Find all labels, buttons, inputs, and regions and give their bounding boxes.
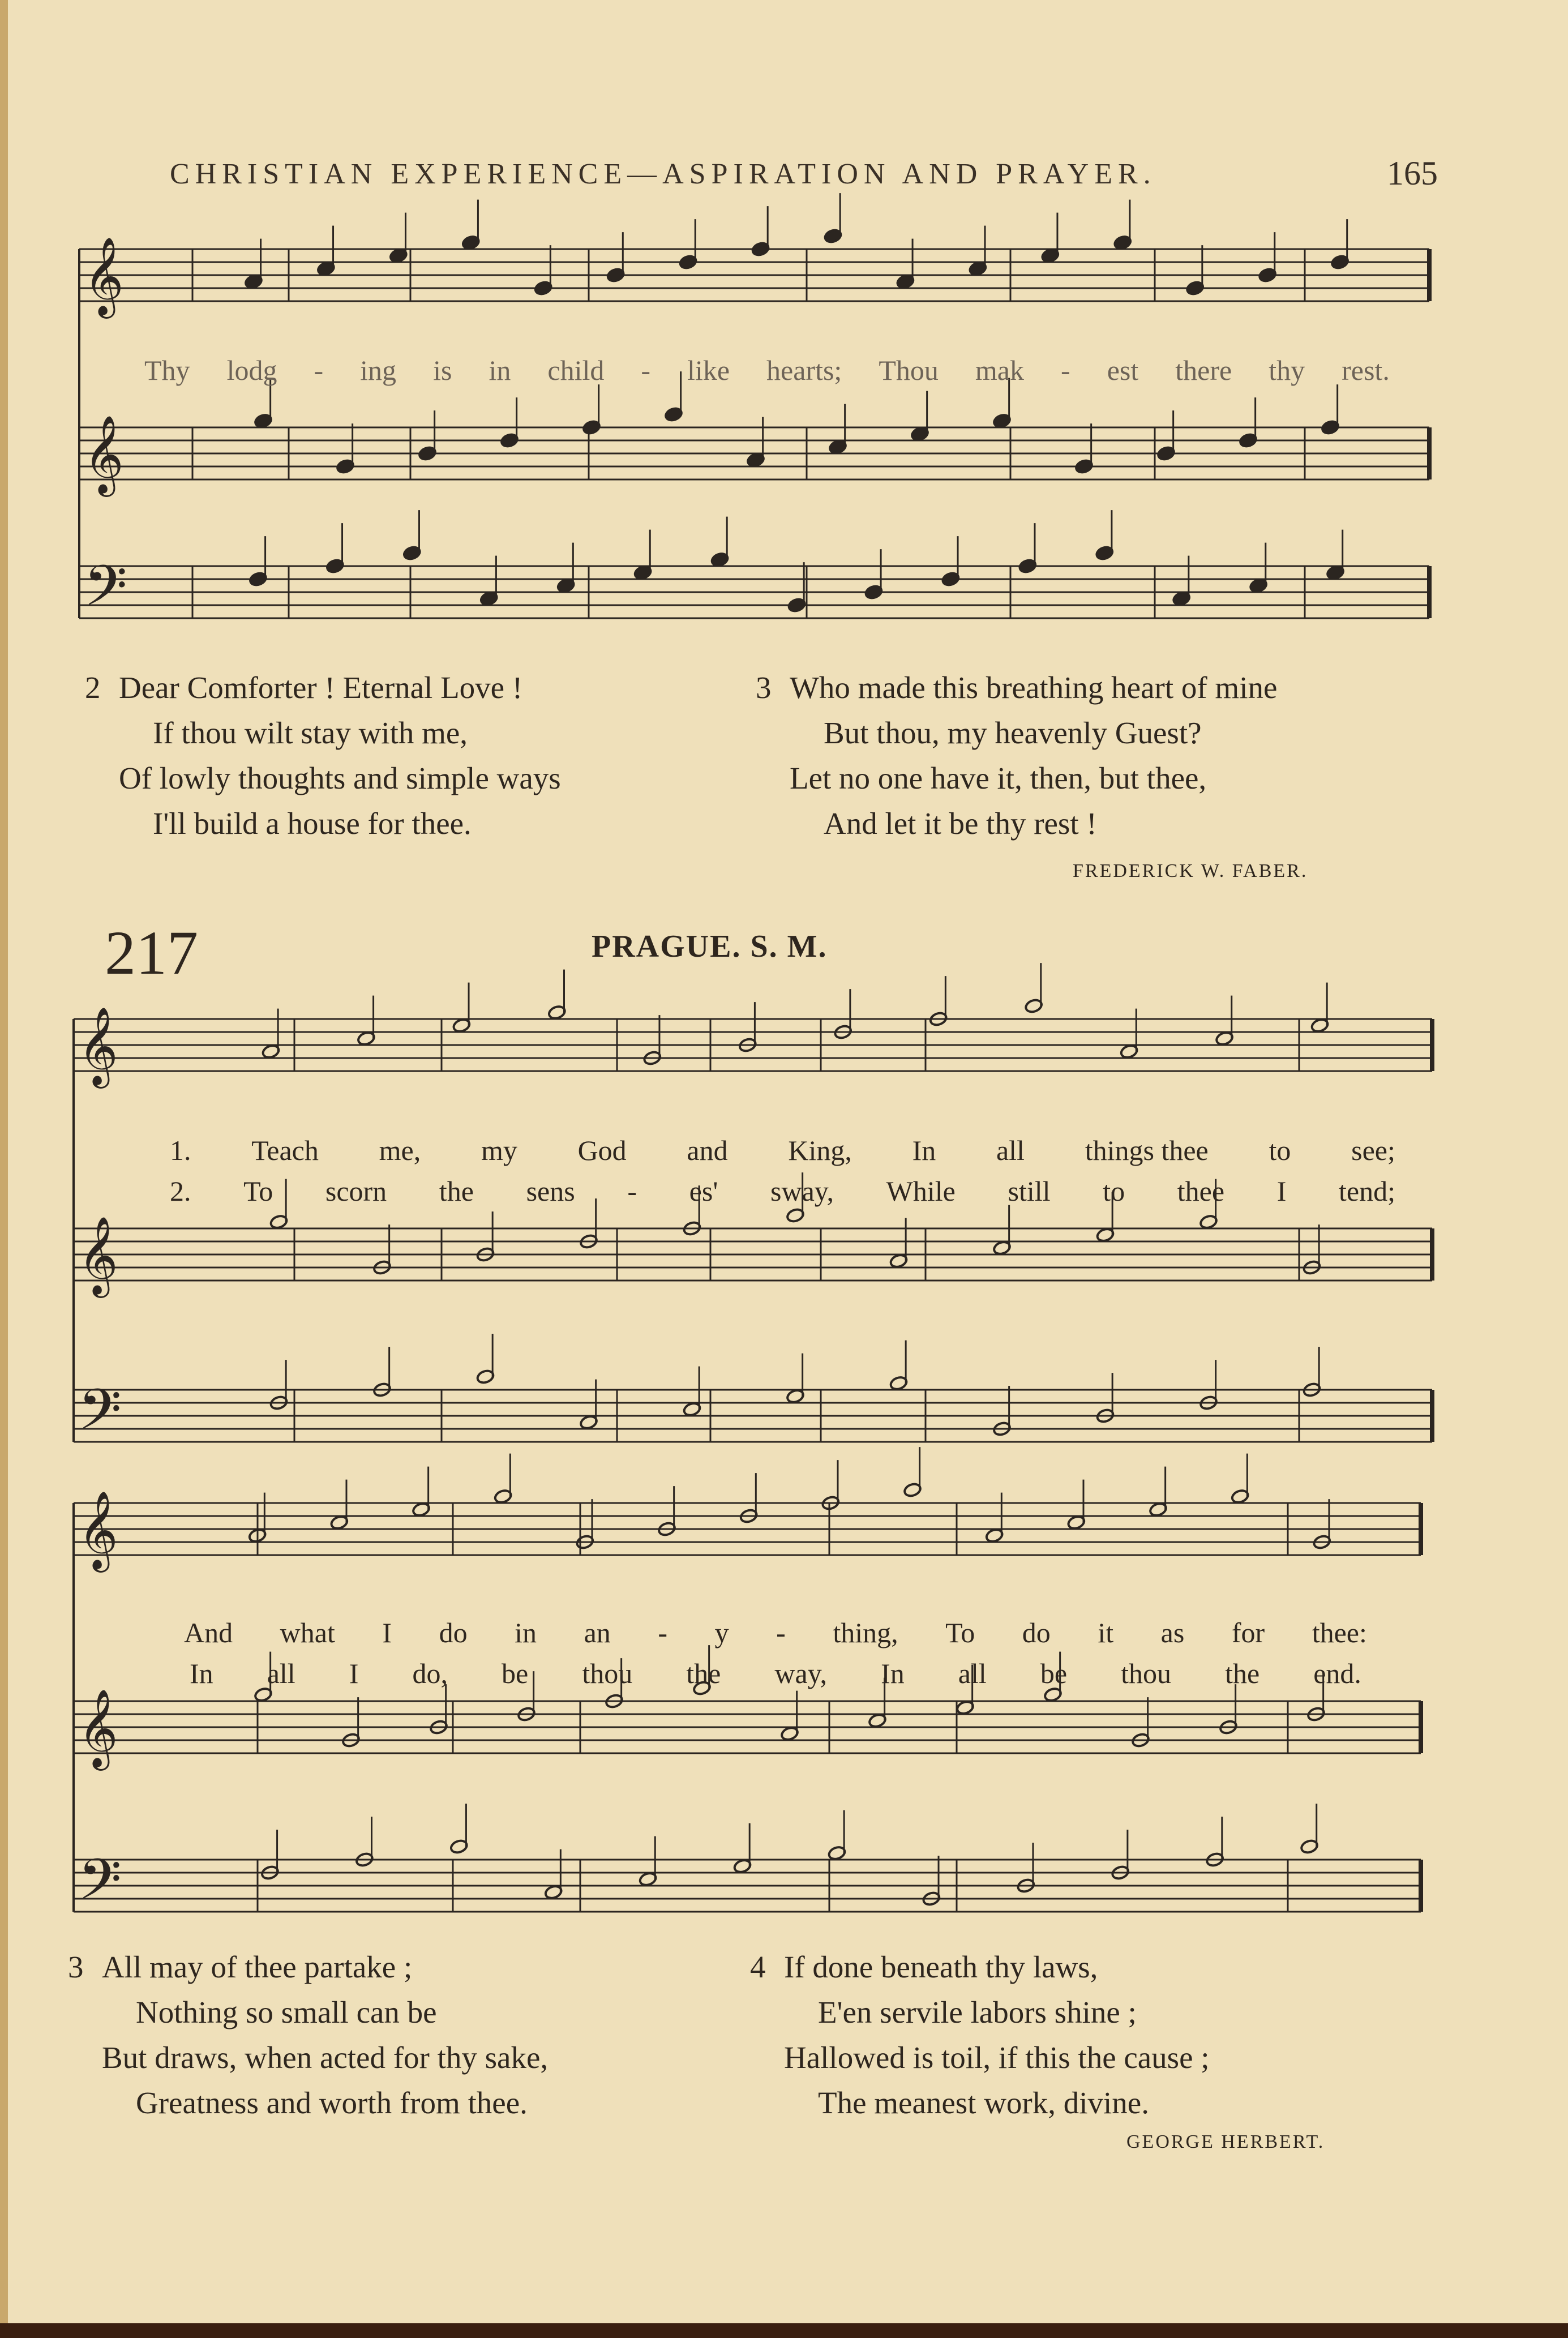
lyric-syllable: it xyxy=(1098,1617,1114,1648)
hymn-title: PRAGUE. S. M. xyxy=(592,929,828,964)
bass-clef-icon: 𝄢 xyxy=(84,554,127,632)
stanza-number: 3 xyxy=(756,670,772,705)
page-edge-bottom xyxy=(0,2323,1568,2338)
lyric-syllable: - xyxy=(627,1175,637,1207)
top-hymn-stanza-2 xyxy=(85,665,561,846)
lyric-syllable: sens xyxy=(526,1175,575,1207)
lyric-syllable: way, xyxy=(774,1658,827,1689)
stanza-line: Of lowly thoughts and simple ways xyxy=(119,761,561,795)
lyric-syllable: y xyxy=(714,1617,729,1648)
stanza-line: If done beneath thy laws, xyxy=(784,1950,1098,1984)
stanza-line: Hallowed is toil, if this the cause ; xyxy=(784,2040,1210,2075)
lyric-syllable: be xyxy=(1040,1658,1068,1689)
lyric-syllable: thee xyxy=(1177,1175,1225,1207)
lyric-syllable: 2. xyxy=(170,1175,191,1207)
bass-clef-icon: 𝄢 xyxy=(78,1847,122,1926)
lyric-syllable: Thou xyxy=(879,354,939,386)
stanza-line: The meanest work, divine. xyxy=(818,2086,1149,2120)
lyric-syllable: 1. xyxy=(170,1134,191,1166)
lyric-syllable: Teach xyxy=(251,1134,319,1166)
lyric-syllable: there xyxy=(1175,354,1232,386)
treble-clef-icon: 𝄞 xyxy=(78,1216,118,1295)
lyric-syllable: - xyxy=(314,354,324,386)
lyric-syllable: tend; xyxy=(1339,1175,1395,1207)
lyric-syllable: still xyxy=(1008,1175,1051,1207)
lyric-syllable: I xyxy=(382,1617,392,1648)
lyric-syllable: es' xyxy=(689,1175,718,1207)
treble-clef-icon: 𝄞 xyxy=(78,1689,118,1767)
lyric-syllable: - xyxy=(1061,354,1070,386)
lyric-syllable: is xyxy=(433,354,452,386)
lyric-syllable: be xyxy=(502,1658,529,1689)
lyric-syllable: things thee xyxy=(1085,1134,1209,1166)
stanza-line: Greatness and worth from thee. xyxy=(136,2086,528,2120)
lyric-syllable: and xyxy=(687,1134,728,1166)
hymn-217-verse-1-line-b xyxy=(184,1616,1367,1649)
stanza-line: But thou, my heavenly Guest? xyxy=(824,716,1202,750)
page-number: 165 xyxy=(1387,155,1438,192)
lyric-syllable: I xyxy=(349,1658,359,1689)
lyric-syllable: thou xyxy=(582,1658,633,1689)
lyric-syllable: an xyxy=(584,1617,611,1648)
treble-clef-icon: 𝄞 xyxy=(84,237,124,315)
stanza-line: Who made this breathing heart of mine xyxy=(790,670,1278,705)
lyric-syllable: sway, xyxy=(770,1175,834,1207)
stanza-line: I'll build a house for thee. xyxy=(153,806,472,841)
lyric-syllable: - xyxy=(641,354,651,386)
lyric-syllable: In xyxy=(881,1658,905,1689)
lyric-syllable: ing xyxy=(360,354,397,386)
stanza-line: And let it be thy rest ! xyxy=(824,806,1097,841)
lyric-syllable: end. xyxy=(1313,1658,1361,1689)
lyric-syllable: To xyxy=(945,1617,975,1648)
lyric-syllable: - xyxy=(776,1617,786,1648)
lyric-syllable: I xyxy=(1276,1175,1287,1207)
lyric-syllable: as xyxy=(1160,1617,1185,1648)
hymn-217-verse-2-line-a xyxy=(170,1175,1395,1207)
lyric-syllable: in xyxy=(515,1617,537,1648)
stanza-line: All may of thee partake ; xyxy=(102,1950,413,1984)
lyric-syllable: do, xyxy=(412,1658,448,1689)
lyric-syllable: all xyxy=(996,1134,1025,1166)
stanza-line: Nothing so small can be xyxy=(136,1995,437,2029)
lyric-syllable: - xyxy=(658,1617,668,1648)
top-hymn-author: FREDERICK W. FABER. xyxy=(1073,860,1308,881)
lyric-syllable: to xyxy=(1103,1175,1125,1207)
stanza-line: If thou wilt stay with me, xyxy=(153,716,468,750)
lyric-syllable: King, xyxy=(788,1134,852,1166)
lyric-syllable: thy xyxy=(1269,354,1305,386)
stanza-line: Dear Comforter ! Eternal Love ! xyxy=(119,670,523,705)
lyric-syllable: what xyxy=(280,1617,335,1648)
lyric-syllable: me, xyxy=(379,1134,421,1166)
stanza-number: 2 xyxy=(85,670,101,705)
lyric-syllable: lodg xyxy=(226,354,277,386)
lyric-syllable: hearts; xyxy=(766,354,842,386)
lyric-syllable: all xyxy=(267,1658,295,1689)
stanza-line: Let no one have it, then, but thee, xyxy=(790,761,1207,795)
lyric-syllable: God xyxy=(577,1134,627,1166)
lyric-syllable: thou xyxy=(1121,1658,1171,1689)
hymn-217-verse-1-line-a xyxy=(170,1134,1395,1167)
lyric-syllable: While xyxy=(886,1175,956,1207)
lyric-syllable: scorn xyxy=(325,1175,387,1207)
treble-clef-icon: 𝄞 xyxy=(78,1491,118,1569)
lyric-syllable: do xyxy=(439,1617,468,1648)
lyric-syllable: see; xyxy=(1351,1134,1395,1166)
treble-clef-icon: 𝄞 xyxy=(84,415,124,494)
lyric-syllable: child xyxy=(547,354,605,386)
lyric-syllable: the xyxy=(1225,1658,1260,1689)
lyric-syllable: all xyxy=(958,1658,987,1689)
hymn-number: 217 xyxy=(105,918,198,987)
lyric-syllable: the xyxy=(439,1175,474,1207)
stanza-line: E'en servile labors shine ; xyxy=(818,1995,1137,2029)
running-head: CHRISTIAN EXPERIENCE—ASPIRATION AND PRAYER. xyxy=(170,158,1156,190)
stanza-number: 3 xyxy=(68,1950,84,1984)
hymn-217-author: GEORGE HERBERT. xyxy=(1126,2131,1325,2152)
stanza-line: But draws, when acted for thy sake, xyxy=(102,2040,549,2075)
bass-clef-icon: 𝄢 xyxy=(78,1377,122,1456)
lyric-syllable: In xyxy=(190,1658,213,1689)
hymn-217-stanza-4 xyxy=(750,1945,1210,2126)
lyric-syllable: In xyxy=(912,1134,936,1166)
top-hymn-stanza-3 xyxy=(756,665,1277,846)
hymn-217-verse-2-line-b xyxy=(190,1657,1361,1690)
lyric-syllable: my xyxy=(481,1134,517,1166)
lyric-syllable: like xyxy=(687,354,730,386)
lyric-syllable: the xyxy=(686,1658,721,1689)
lyric-syllable: thing, xyxy=(833,1617,898,1648)
lyric-syllable: mak xyxy=(975,354,1024,386)
lyric-syllable: to xyxy=(1269,1134,1291,1166)
top-hymn-lyric-line xyxy=(144,354,1390,387)
lyric-syllable: And xyxy=(184,1617,233,1648)
treble-clef-icon: 𝄞 xyxy=(78,1007,118,1085)
stanza-number: 4 xyxy=(750,1950,766,1984)
lyric-syllable: thee: xyxy=(1312,1617,1367,1648)
lyric-syllable: do xyxy=(1022,1617,1051,1648)
lyric-syllable: for xyxy=(1231,1617,1265,1648)
lyric-syllable: est xyxy=(1107,354,1139,386)
hymn-217-stanza-3 xyxy=(68,1945,548,2126)
lyric-syllable: rest. xyxy=(1342,354,1390,386)
lyric-syllable: in xyxy=(489,354,511,386)
lyric-syllable: To xyxy=(243,1175,273,1207)
lyric-syllable: Thy xyxy=(144,354,190,386)
